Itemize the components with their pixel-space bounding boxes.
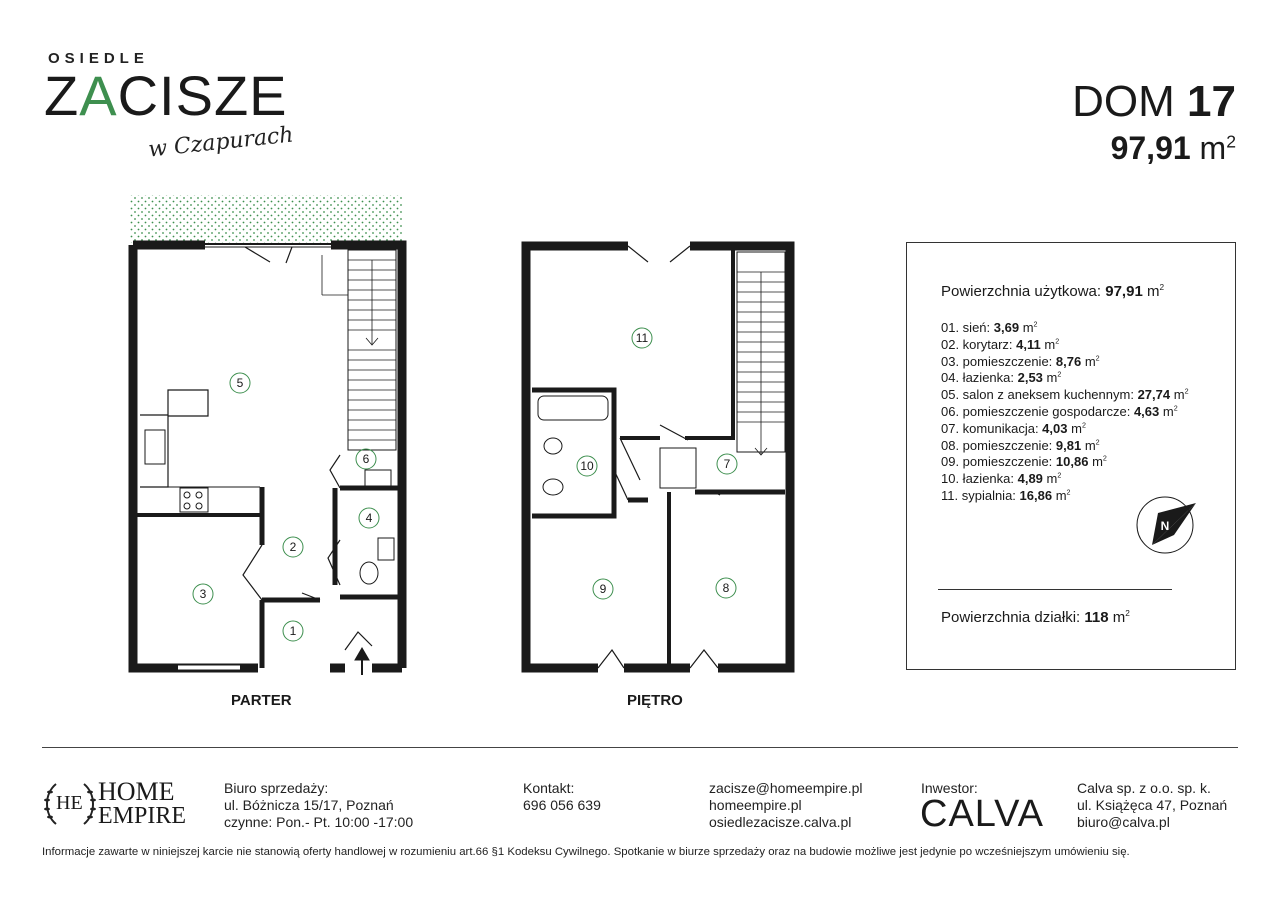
contact-links [709, 780, 863, 830]
room-area-exp: 2 [1102, 455, 1107, 464]
svg-text:2: 2 [289, 540, 297, 554]
room-10-label [577, 456, 597, 476]
compass-icon [1134, 495, 1198, 555]
investor-email[interactable]: biuro@calva.pl [1077, 813, 1170, 830]
svg-text:4: 4 [365, 511, 373, 525]
brand-letter: Z [44, 64, 80, 127]
room-area-exp: 2 [1184, 387, 1189, 396]
room-5-label [230, 373, 250, 393]
room-area-exp: 2 [1066, 488, 1071, 497]
sales-office-hours: czynne: Pon.- Pt. 10:00 -17:00 [224, 813, 414, 830]
room-area-item [941, 320, 1189, 337]
room-area-item [941, 454, 1189, 471]
investor-name: Calva sp. z o.o. sp. k. [1077, 780, 1211, 796]
room-area-item [941, 471, 1189, 488]
info-divider [938, 589, 1172, 590]
room-area-item [941, 370, 1189, 387]
room-area-value: 4,03 [1042, 420, 1068, 436]
svg-text:10: 10 [580, 459, 594, 473]
room-area-label: 08. pomieszczenie: [941, 437, 1056, 453]
room-area-exp: 2 [1057, 471, 1062, 480]
room-area-unit: m [1081, 353, 1096, 369]
svg-text:11: 11 [635, 331, 649, 345]
room-area-value: 4,11 [1016, 336, 1041, 352]
usable-area-label: Powierzchnia użytkowa: [941, 283, 1102, 300]
room-area-item [941, 387, 1189, 404]
house-area-exp: 2 [1226, 131, 1236, 152]
investor-info [1077, 780, 1227, 830]
room-area-unit: m [1159, 403, 1174, 419]
room-area-value: 4,63 [1133, 403, 1160, 419]
usable-area-unit: m [1146, 283, 1160, 300]
garden-area [130, 195, 402, 243]
floor-plans [120, 190, 820, 720]
investor-title: Inwestor: [921, 780, 978, 796]
brand-main-text [44, 64, 288, 127]
room-area-value: 2,53 [1017, 370, 1043, 386]
room-4-label [359, 508, 379, 528]
room-area-item [941, 354, 1189, 371]
room-6-label [356, 449, 376, 469]
brand-letter: Z [213, 64, 250, 127]
room-area-label: 10. łazienka: [941, 471, 1018, 487]
house-area-unit: m [1199, 130, 1227, 166]
room-area-list [941, 320, 1189, 505]
room-area-label: 02. korytarz: [941, 336, 1017, 352]
sales-office [224, 780, 413, 830]
house-area [1111, 132, 1236, 164]
room-3-label [193, 584, 213, 604]
plot-area-label: Powierzchnia działki: [941, 609, 1081, 626]
plot-area-unit: m [1112, 609, 1126, 626]
room-area-unit: m [1052, 487, 1067, 503]
sales-office-title: Biuro sprzedaży: [224, 780, 329, 796]
room-area-exp: 2 [1055, 337, 1060, 346]
room-11-label [632, 328, 652, 348]
room-area-exp: 2 [1173, 404, 1178, 413]
room-area-item [941, 421, 1189, 438]
pietro-plan [526, 246, 790, 668]
brand-logo [44, 64, 288, 127]
usable-area [941, 283, 1164, 300]
brand-letter: C [117, 64, 160, 127]
compass-label: N [1160, 519, 1170, 533]
disclaimer: Informacje zawarte w niniejszej karcie nie stanowią oferty handlowej w rozumieniu art.66 §1 Kodeksu Cywilnego. Spotkanie w biurze sprzedaży oraz na budowie możliwe jest jedynie po wcześniejszym umówieniu się. [42, 846, 1130, 858]
room-area-unit: m [1042, 471, 1058, 487]
svg-text:1: 1 [289, 624, 297, 638]
room-area-item [941, 438, 1189, 455]
room-area-unit: m [1088, 454, 1103, 470]
room-area-item [941, 337, 1189, 354]
room-area-unit: m [1170, 387, 1185, 403]
room-area-unit: m [1067, 420, 1082, 436]
room-area-value: 27,74 [1137, 387, 1171, 403]
room-area-exp: 2 [1081, 421, 1086, 430]
room-area-label: 09. pomieszczenie: [941, 454, 1056, 470]
usable-area-exp: 2 [1159, 283, 1165, 292]
room-1-label [283, 621, 303, 641]
room-area-label: 06. pomieszczenie gospodarcze: [941, 403, 1134, 419]
pietro-label: PIĘTRO [627, 692, 683, 709]
house-title-prefix: DOM [1072, 77, 1175, 126]
svg-text:5: 5 [236, 376, 244, 390]
room-area-label: 01. sień: [941, 320, 994, 335]
plot-area-exp: 2 [1125, 609, 1130, 618]
room-area-value: 3,69 [993, 320, 1020, 335]
room-area-label: 07. komunikacja: [941, 420, 1043, 436]
room-9-label [593, 579, 613, 599]
contact [523, 780, 601, 814]
room-8-label [716, 578, 736, 598]
contact-title: Kontakt: [523, 780, 575, 796]
plot-area [941, 609, 1130, 626]
brand-letter: E [249, 64, 288, 127]
room-area-unit: m [1019, 320, 1034, 335]
room-area-value: 10,86 [1055, 454, 1089, 470]
home-empire-line1: HOME [98, 777, 175, 806]
room-area-label: 05. salon z aneksem kuchennym: [941, 387, 1138, 403]
room-labels-pietro [577, 328, 737, 599]
room-area-label: 03. pomieszczenie: [941, 353, 1056, 369]
home-empire-monogram: HE [56, 792, 83, 814]
room-area-value: 8,76 [1055, 353, 1082, 369]
investor-address: ul. Książęca 47, Poznań [1077, 796, 1228, 813]
brand-letter: A [79, 64, 118, 127]
home-empire-line2: EMPIRE [98, 803, 187, 829]
osiedle-link[interactable]: osiedlezacisze.calva.pl [709, 813, 852, 830]
room-area-value: 9,81 [1055, 437, 1082, 453]
svg-text:3: 3 [199, 587, 207, 601]
house-title [1072, 77, 1236, 126]
sales-office-address: ul. Bóżnicza 15/17, Poznań [224, 796, 394, 813]
parter-label: PARTER [231, 692, 292, 709]
home-empire-logo [42, 778, 202, 830]
room-2-label [283, 537, 303, 557]
room-area-exp: 2 [1095, 438, 1100, 447]
footer-divider [42, 747, 1238, 748]
room-area-unit: m [1081, 437, 1096, 453]
brand-top-text: OSIEDLE [48, 50, 149, 67]
room-area-value: 4,89 [1017, 471, 1043, 487]
room-area-unit: m [1040, 336, 1056, 352]
room-area-unit: m [1042, 370, 1058, 386]
contact-phone: 696 056 639 [523, 796, 601, 813]
room-7-label [717, 454, 737, 474]
svg-text:9: 9 [599, 582, 607, 596]
brand-sub-text: w Czapurach [147, 122, 295, 163]
room-area-label: 11. sypialnia: [941, 487, 1020, 503]
calva-logo: CALVA [920, 793, 1044, 835]
svg-text:8: 8 [722, 581, 730, 595]
house-area-value: 97,91 [1110, 130, 1191, 166]
room-area-label: 04. łazienka: [941, 370, 1018, 386]
room-area-exp: 2 [1095, 354, 1100, 363]
brand-letter: S [175, 64, 214, 127]
email-link[interactable]: zacisze@homeempire.pl [709, 780, 863, 796]
brand-letter: I [159, 64, 176, 127]
svg-text:6: 6 [362, 452, 370, 466]
parter-plan [133, 244, 402, 675]
room-area-exp: 2 [1033, 320, 1038, 329]
usable-area-value: 97,91 [1105, 283, 1143, 300]
room-area-value: 16,86 [1019, 487, 1053, 503]
house-number: 17 [1187, 77, 1236, 126]
room-area-item [941, 404, 1189, 421]
room-area-exp: 2 [1057, 371, 1062, 380]
plot-area-value: 118 [1084, 609, 1109, 626]
svg-text:7: 7 [723, 457, 731, 471]
homeempire-link[interactable]: homeempire.pl [709, 796, 802, 813]
